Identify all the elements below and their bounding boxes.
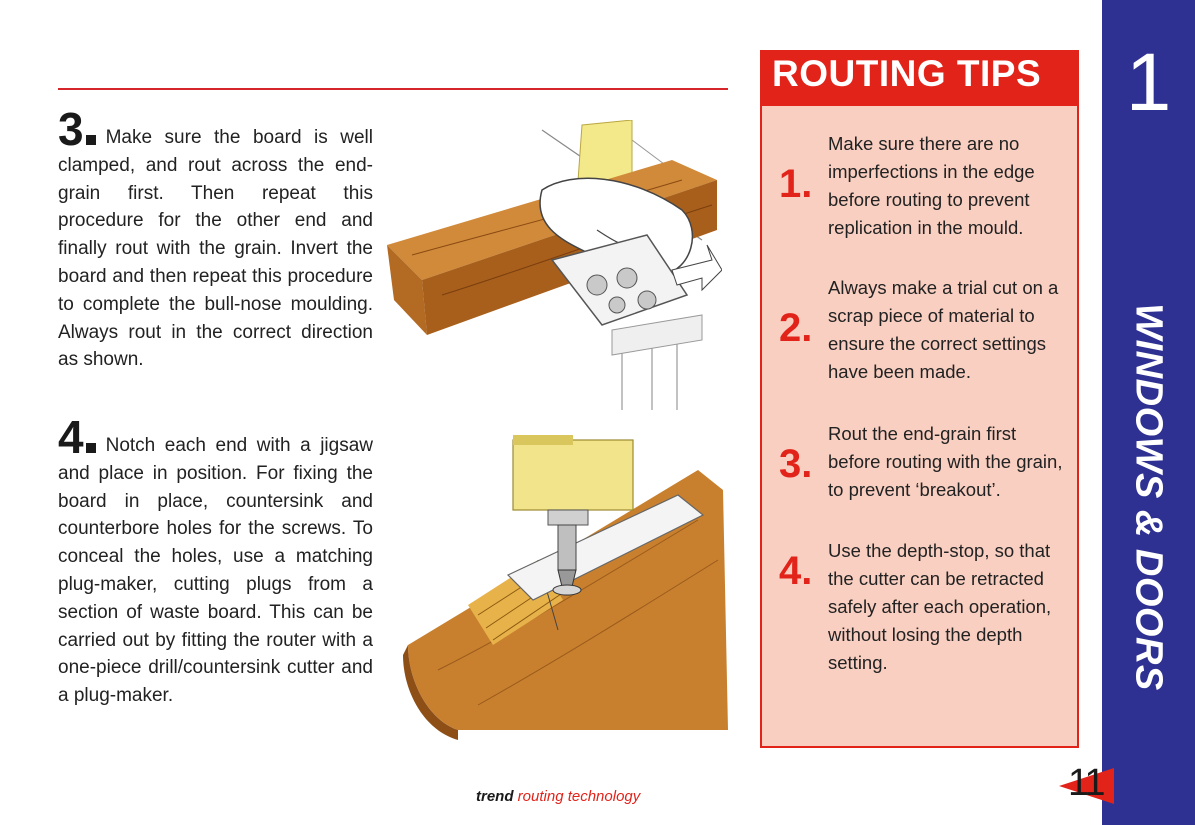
router-on-board-illustration	[382, 120, 722, 410]
step-3-number: 3	[58, 103, 106, 155]
routing-tips-title: ROUTING TIPS	[772, 53, 1042, 94]
step-4-number: 4	[58, 411, 106, 463]
footer-tagline: routing technology	[517, 788, 641, 805]
routing-tips-box	[760, 106, 1079, 748]
chapter-title: WINDOWS & DOORS	[1127, 303, 1170, 691]
routing-tips-header	[760, 50, 1079, 107]
footer-branding	[476, 788, 640, 805]
tip-text: Rout the end-grain first before routing with the grain, to prevent ‘breakout’.	[828, 423, 1063, 500]
tip-number: 3.	[779, 442, 813, 486]
step-3-text: Make sure the board is well clamped, and rout across the end-grain first. Then repeat this procedure for the other end and finally rout with the grain. Invert the board and then repeat this procedure to complete the bull-nose moulding. Always rout in the correct direction as shown.	[58, 127, 373, 371]
tip-number: 1.	[779, 162, 813, 206]
step-3-paragraph	[58, 103, 373, 374]
tip-text: Make sure there are no imperfections in the edge before routing to prevent replication in the mould.	[828, 133, 1035, 238]
chapter-number: 1	[1125, 37, 1172, 128]
footer-brand: trend	[476, 788, 514, 805]
step-4-paragraph	[58, 411, 373, 710]
tip-number: 4.	[779, 549, 813, 593]
tip-text: Always make a trial cut on a scrap piece of material to ensure the correct settings have been made.	[828, 277, 1059, 382]
page-number: 11	[1068, 762, 1104, 804]
tip-number: 2.	[779, 306, 813, 350]
chapter-side-band	[1102, 0, 1195, 825]
step-4-text: Notch each end with a jigsaw and place in position. For fixing the board in place, countersink and counterbore holes for the screws. To conceal the holes, use a matching plug-maker, cutting plugs from a section of waste board. This can be carried out by fitting the router with a one-piece drill/countersink cutter and a plug-maker.	[58, 435, 373, 707]
tip-text: Use the depth-stop, so that the cutter can be retracted safely after each operation, without losing the depth setting.	[828, 540, 1052, 673]
top-divider-rule	[58, 88, 728, 90]
router-cutting-worktop-illustration	[398, 430, 728, 740]
